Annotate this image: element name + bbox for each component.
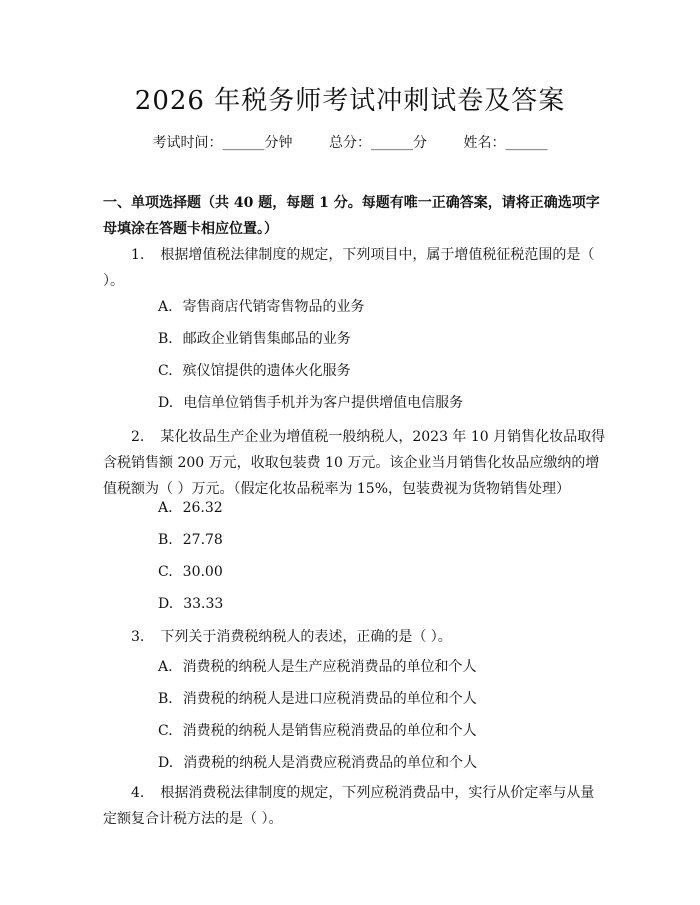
name-field: 姓名：______	[463, 135, 548, 151]
option-1c: C. 殡仪馆提供的遗体火化服务	[158, 363, 351, 379]
option-3c: C. 消费税的纳税人是销售应税消费品的单位和个人	[158, 723, 477, 739]
question-number: 2.	[131, 429, 145, 445]
question-number: 1.	[131, 247, 145, 263]
question-text: 下列关于消费税纳税人的表述，正确的是（ ）。	[160, 629, 452, 645]
option-2a: A. 26.32	[158, 500, 223, 516]
option-3d: D. 消费税的纳税人是消费应税消费品的单位和个人	[158, 755, 478, 771]
exam-time-field: 考试时间：______分钟	[152, 135, 293, 151]
page-title: 2026 年税务师考试冲刺试卷及答案	[134, 86, 566, 116]
option-1d: D. 电信单位销售手机并为客户提供增值电信服务	[158, 395, 464, 411]
option-1a: A. 寄售商店代销寄售物品的业务	[158, 299, 365, 315]
option-3a: A. 消费税的纳税人是生产应税消费品的单位和个人	[158, 659, 477, 675]
total-score-field: 总分：______分	[329, 135, 427, 151]
question-number: 4.	[131, 785, 145, 801]
question-1	[103, 242, 608, 294]
question-text: 某化妆品生产企业为增值税一般纳税人，2023 年 10 月销售化妆品取得含税销售额 200 万元，收取包装费 10 万元。该企业当月销售化妆品应缴纳的增值税额为（ ）万元。（假定化妆品税率为 15%，包装费视为货物销售处理）	[103, 429, 606, 497]
question-2	[103, 424, 608, 502]
question-text: 根据增值税法律制度的规定，下列项目中，属于增值税征税范围的是（ ）。	[103, 247, 595, 289]
exam-meta	[0, 132, 700, 152]
section-heading: 一、单项选择题（共 40 题，每题 1 分。每题有唯一正确答案，请将正确选项字母填涂在答题卡相应位置。）	[103, 195, 600, 237]
option-2d: D. 33.33	[158, 596, 224, 612]
option-3b: B. 消费税的纳税人是进口应税消费品的单位和个人	[158, 691, 477, 707]
option-2c: C. 30.00	[158, 564, 223, 580]
option-2b: B. 27.78	[158, 532, 223, 548]
question-text: 根据消费税法律制度的规定，下列应税消费品中，实行从价定率与从量定额复合计税方法的是（ ）。	[103, 785, 595, 827]
question-number: 3.	[131, 629, 145, 645]
question-3	[103, 624, 608, 650]
option-1b: B. 邮政企业销售集邮品的业务	[158, 331, 351, 347]
question-4	[103, 780, 608, 832]
